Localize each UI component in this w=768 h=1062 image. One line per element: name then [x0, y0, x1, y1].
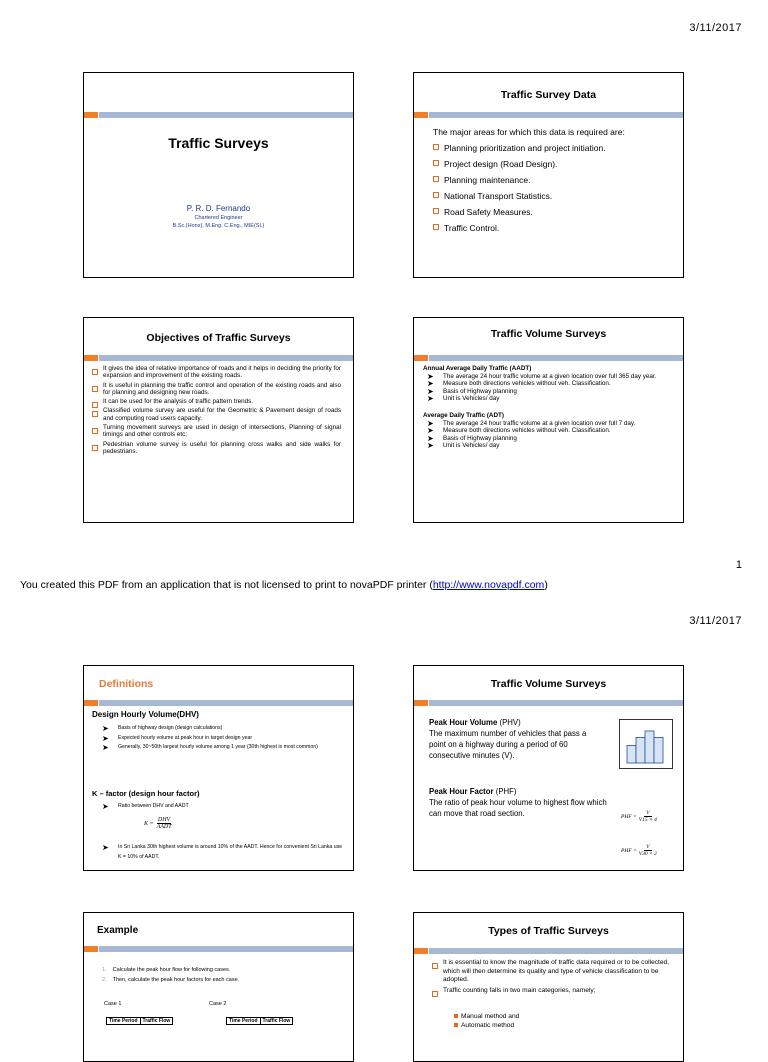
list-item: ➤ Measure both directions vehicles without veh. Classification.: [423, 380, 673, 388]
list-item: Turning movement surveys are used in design of intersections, Planning of signal timings and other controls etc;: [92, 424, 341, 439]
list-item: 2. Then, calculate the peak hour factors for each case.: [102, 977, 240, 983]
list-item: ➤ The average 24 hour traffic volume at a given location over full 365 day year.: [423, 373, 673, 381]
histogram-bar: [636, 737, 645, 763]
column-header: Traffic Flow: [140, 1018, 173, 1025]
list-item: It is useful in planning the traffic control and operation of the existing roads and also for planning and designing new roads.: [92, 382, 341, 397]
author-role: Chartered Engineer: [194, 215, 243, 221]
column-header: Traffic Flow: [260, 1018, 293, 1025]
phf-formula-1: [621, 810, 657, 823]
phv-heading: Peak Hour Volume: [429, 718, 498, 727]
phf-heading: Peak Hour Factor: [429, 787, 494, 796]
list-item: ➤ Expected hourly volume at peak hour in target design year: [98, 734, 343, 744]
formula-denominator: AADT: [156, 824, 172, 830]
histogram-bar: [645, 731, 654, 763]
list-item: ➤ Unit is Vehicles/ day: [423, 442, 673, 450]
formula-denominator: V15 × 4: [638, 817, 657, 823]
list-item: 1. Calculate the peak hour flow for following cases.: [102, 967, 231, 973]
slide-objectives: [83, 317, 354, 523]
survey-types-list: [432, 959, 673, 995]
slide-header-bar: [414, 112, 683, 118]
slide-traffic-volume-surveys: [413, 317, 684, 523]
list-item: ➤ Basis of Highway planning: [423, 435, 673, 443]
phf-abbr: (PHF): [493, 787, 517, 796]
intro-text: The major areas for which this data is required are:: [433, 127, 625, 137]
phv-text: The maximum number of vehicles that pass a point on a highway during a period of 60 consecutive minutes (V).: [429, 729, 587, 760]
list-item: ➤ Unit is Vehicles/ day: [423, 395, 673, 403]
adt-heading: Average Daily Traffic (ADT): [423, 411, 504, 419]
list-item: Project design (Road Design).: [433, 156, 677, 172]
formula-lhs: PHF =: [621, 813, 637, 820]
novapdf-link[interactable]: http://www.novapdf.com: [432, 579, 545, 591]
sub-list-item: [454, 1021, 519, 1030]
slide-header-bar: [84, 946, 353, 952]
item-text: Then, calculate the peak hour factors for each case.: [112, 977, 240, 983]
item-text: Calculate the peak hour flow for following cases.: [112, 967, 231, 973]
list-item: ➤ Ratio between DHV and AADT: [98, 802, 343, 812]
list-item: It can be used for the analysis of traffic pattern trends.: [92, 398, 341, 405]
peak-hour-bar-icon: [619, 719, 673, 769]
list-item: Traffic counting falls in two main categories, namely;: [432, 987, 673, 996]
dhv-heading: Design Hourly Volume(DHV): [92, 710, 199, 719]
footer-text: You created this PDF from an application that is not licensed to print to novaPDF printer (: [20, 579, 433, 591]
sub-list-item: [454, 1012, 519, 1021]
list-item: National Transport Statistics.: [433, 188, 677, 204]
list-item: Road Safety Measures.: [433, 204, 677, 220]
aadt-list: [423, 373, 673, 403]
page2-date: 3/11/2017: [689, 615, 742, 627]
slide-header-bar: [84, 700, 353, 706]
slide-types-of-surveys: [413, 912, 684, 1062]
objectives-list: [92, 365, 341, 455]
phf-text: The ratio of peak hour volume to highest flow which can move that road section.: [429, 798, 607, 818]
slide-example: [83, 912, 354, 1062]
sub-item-text: Automatic method: [461, 1022, 515, 1029]
list-item: ➤ Basis of highway design (design calculations): [98, 724, 343, 734]
column-header: Time Period: [107, 1018, 141, 1025]
dhv-list: [98, 724, 343, 753]
formula-numerator: V: [646, 844, 650, 850]
adt-list: [423, 420, 673, 450]
formula-denominator: V30 × 2: [638, 851, 657, 857]
formula-numerator: V: [646, 810, 650, 816]
sub-item-text: Manual method and: [461, 1013, 520, 1020]
k-factor-list: [98, 802, 343, 812]
list-item: Planning prioritization and project initiation.: [433, 140, 677, 156]
slide-heading: Example: [97, 925, 139, 936]
formula-lhs: K =: [144, 820, 154, 827]
list-item: Classified volume survey are useful for the Geometric & Pavement design of roads and computing road users capacity.: [92, 407, 341, 422]
case1-label: Case 1: [104, 1001, 122, 1007]
slide-header-bar: [414, 700, 683, 706]
slide-heading: Traffic Survey Data: [500, 89, 597, 101]
list-item: ➤ In Sri Lanka 30th highest volume is around 10% of the AADT. Hence for convenient Sri Lanka use K = 10% of AADT.: [98, 843, 343, 862]
list-item: Pedestrian volume survey is useful for planning cross walks and side walks for pedestrians.: [92, 441, 341, 456]
formula-lhs: PHF =: [621, 847, 637, 854]
list-item: Planning maintenance.: [433, 172, 677, 188]
list-item: ➤ Generally, 30~50th largest hourly volume among 1 year (30th highest is most common): [98, 743, 343, 753]
page1-date: 3/11/2017: [689, 22, 742, 34]
list-item: Traffic Control.: [433, 220, 677, 236]
slide-header-bar: [84, 112, 353, 118]
slide-heading: Types of Traffic Surveys: [488, 925, 609, 937]
list-item: ➤ The average 24 hour traffic volume at a given location over full 7 day.: [423, 420, 673, 428]
page-number: 1: [735, 559, 742, 571]
case2-label: Case 2: [209, 1001, 227, 1007]
phv-abbr: (PHV): [497, 718, 521, 727]
phf-formula-2: [621, 844, 657, 857]
slide-definitions: [83, 665, 354, 871]
slide-header-bar: [414, 948, 683, 954]
footer-close: ): [544, 579, 548, 591]
slide-title-heading: Traffic Surveys: [168, 135, 269, 151]
slide-title: [83, 72, 354, 278]
data-areas-list: [433, 140, 677, 236]
histogram-bar: [654, 737, 663, 763]
pdf-footer: [20, 579, 548, 591]
slide-traffic-survey-data: [413, 72, 684, 278]
slide-heading: Traffic Volume Surveys: [490, 678, 607, 690]
slide-header-bar: [84, 355, 353, 361]
k-factor-heading: K – factor (design hour factor): [92, 789, 200, 798]
aadt-heading: Annual Average Daily Traffic (AADT): [423, 365, 532, 372]
list-item: ➤ Basis of Highway planning: [423, 388, 673, 396]
slide-header-bar: [414, 355, 683, 361]
histogram-bar: [627, 745, 636, 763]
list-item: It gives the idea of relative importance of roads and it helps in deciding the priority for expansion and improvement of the existing roads.: [92, 365, 341, 380]
author-name: P. R. D. Fernando: [186, 204, 251, 213]
slide-heading: Definitions: [99, 678, 154, 690]
slide-peak-hour: [413, 665, 684, 871]
column-header: Time Period: [227, 1018, 261, 1025]
author-degrees: B.Sc.(Hons), M.Eng. C.Eng., MIE(SL): [172, 223, 265, 229]
list-item: ➤ Measure both directions vehicles without veh. Classification.: [423, 427, 673, 435]
slide-heading: Traffic Volume Surveys: [490, 328, 607, 340]
k-formula: [144, 817, 172, 830]
list-item: It is essential to know the magnitude of traffic data required or to be collected, which will then determine its quality and type of vehicle classification to be adopted.: [432, 959, 673, 985]
slide-heading: Objectives of Traffic Surveys: [146, 332, 291, 344]
formula-numerator: DHV: [157, 817, 171, 823]
k-note-list: [98, 843, 343, 862]
